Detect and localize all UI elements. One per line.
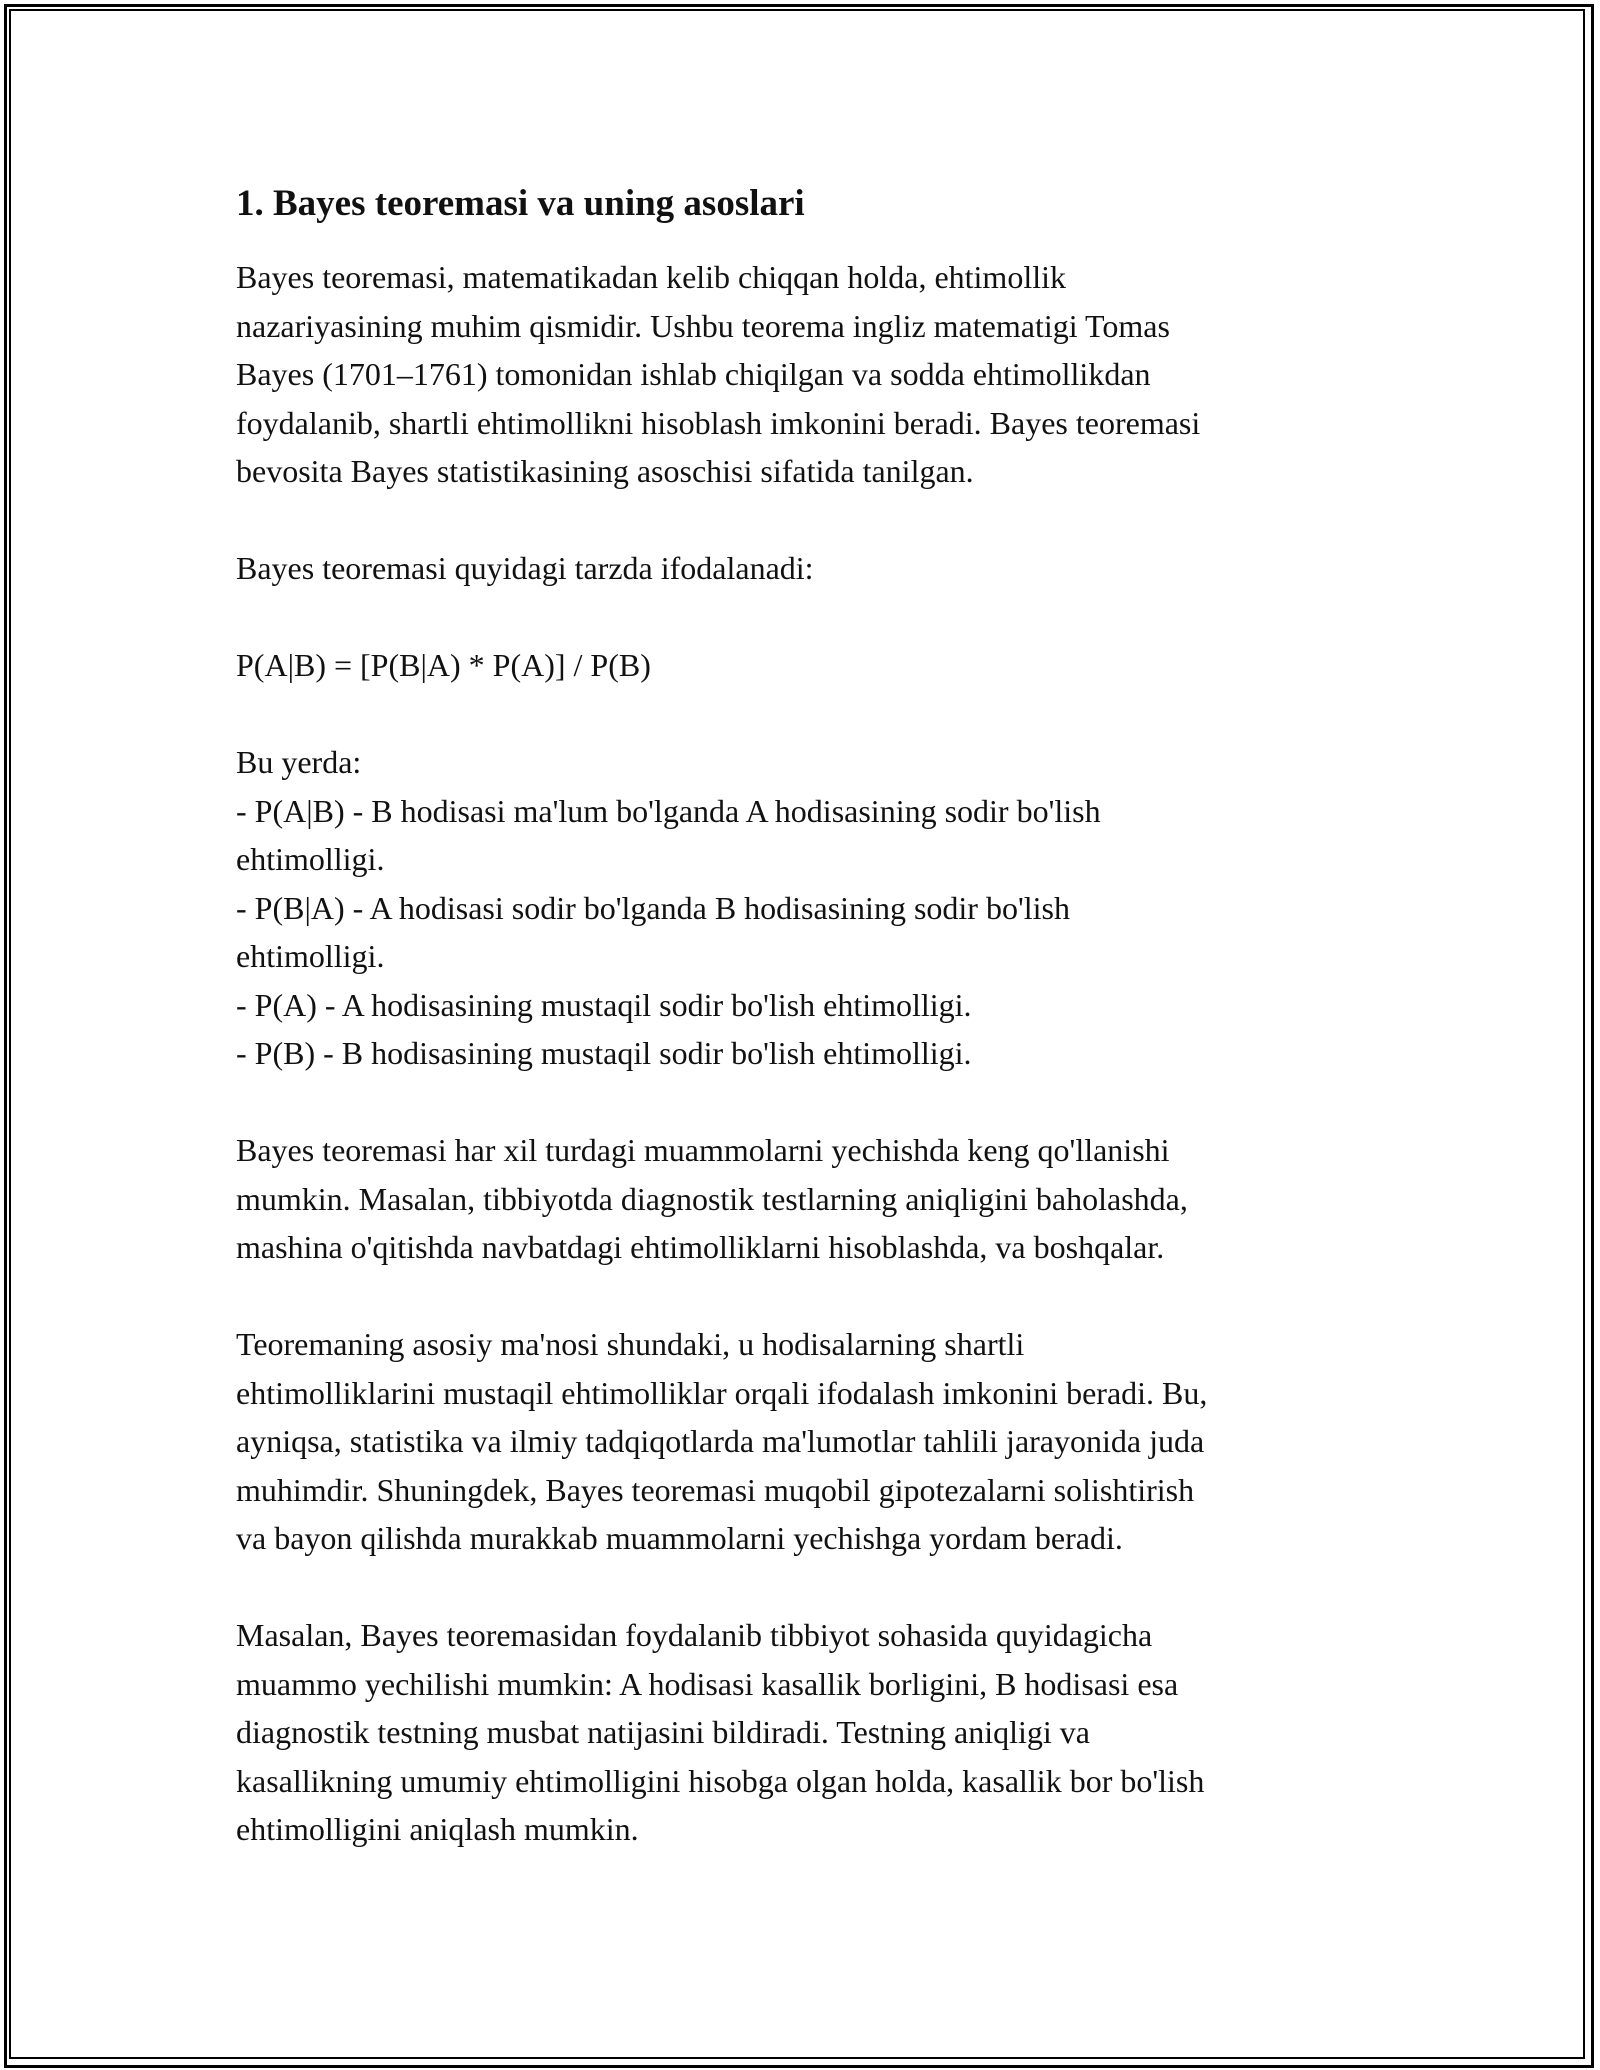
text-line: - P(B) - B hodisasining mustaqil sodir bo'lish ehtimolligi. (236, 1035, 972, 1071)
paragraph-applications (236, 1126, 1366, 1272)
text-line: ehtimolliklarini mustaqil ehtimolliklar orqali ifodalash imkonini beradi. Bu, (236, 1374, 1208, 1411)
text-line: Bayes teoremasi quyidagi tarzda ifodalanadi: (236, 550, 814, 586)
text-line: diagnostik testning musbat natijasini bildiradi. Testning aniqligi va (236, 1714, 1090, 1750)
paragraph-formula-intro (236, 544, 1366, 593)
text-line: - P(A) - A hodisasining mustaqil sodir bo'lish ehtimolligi. (236, 986, 972, 1023)
text-line: va bayon qilishda murakkab muammolarni yechishga yordam beradi. (236, 1520, 1123, 1556)
text-line: foydalanib, shartli ehtimollikni hisoblash imkonini beradi. Bayes teoremasi (236, 404, 1201, 441)
text-line: mumkin. Masalan, tibbiyotda diagnostik testlarning aniqligini baholashda, (236, 1180, 1188, 1217)
text-line: Teoremaning asosiy ma'nosi shundaki, u hodisalarning shartli (236, 1326, 1025, 1362)
formula (236, 641, 1366, 690)
paragraph-intro (236, 253, 1366, 496)
text-line: mashina o'qitishda navbatdagi ehtimolliklarni hisoblashda, va boshqalar. (236, 1229, 1165, 1265)
text-line: ehtimolligi. (236, 841, 385, 877)
text-line: bevosita Bayes statistikasining asoschisi sifatida tanilgan. (236, 453, 974, 489)
text-line: Bayes teoremasi har xil turdagi muammolarni yechishda keng qo'llanishi (236, 1132, 1170, 1168)
text-line: ehtimolligini aniqlash mumkin. (236, 1811, 639, 1847)
text-line: Bu yerda: (236, 744, 362, 780)
text-line: Masalan, Bayes teoremasidan foydalanib tibbiyot sohasida quyidagicha (236, 1617, 1153, 1653)
text-line: Bayes teoremasi, matematikadan kelib chiqqan holda, ehtimollik (236, 259, 1066, 295)
paragraph-definitions (236, 738, 1366, 1078)
paragraph-meaning (236, 1320, 1366, 1563)
text-line: - P(B|A) - A hodisasi sodir bo'lganda B hodisasining sodir bo'lish (236, 889, 1070, 926)
text-line: Bayes (1701–1761) tomonidan ishlab chiqilgan va sodda ehtimollikdan (236, 356, 1151, 392)
text-line: muhimdir. Shuningdek, Bayes teoremasi muqobil gipotezalarni solishtirish (236, 1471, 1195, 1508)
text-line: ayniqsa, statistika va ilmiy tadqiqotlarda ma'lumotlar tahlili jarayonida juda (236, 1423, 1205, 1459)
paragraph-example (236, 1611, 1366, 1854)
document-body (236, 180, 1366, 1902)
text-line: - P(A|B) - B hodisasi ma'lum bo'lganda A hodisasining sodir bo'lish (236, 792, 1101, 829)
section-heading: 1. Bayes teoremasi va uning asoslari (236, 183, 805, 224)
text-line: muammo yechilishi mumkin: A hodisasi kasallik borligini, B hodisasi esa (236, 1665, 1179, 1702)
text-line: ehtimolligi. (236, 938, 385, 974)
text-line: kasallikning umumiy ehtimolligini hisobga olgan holda, kasallik bor bo'lish (236, 1762, 1205, 1799)
formula-line: P(A|B) = [P(B|A) * P(A)] / P(B) (236, 647, 651, 683)
text-line: nazariyasining muhim qismidir. Ushbu teorema ingliz matematigi Tomas (236, 307, 1170, 344)
